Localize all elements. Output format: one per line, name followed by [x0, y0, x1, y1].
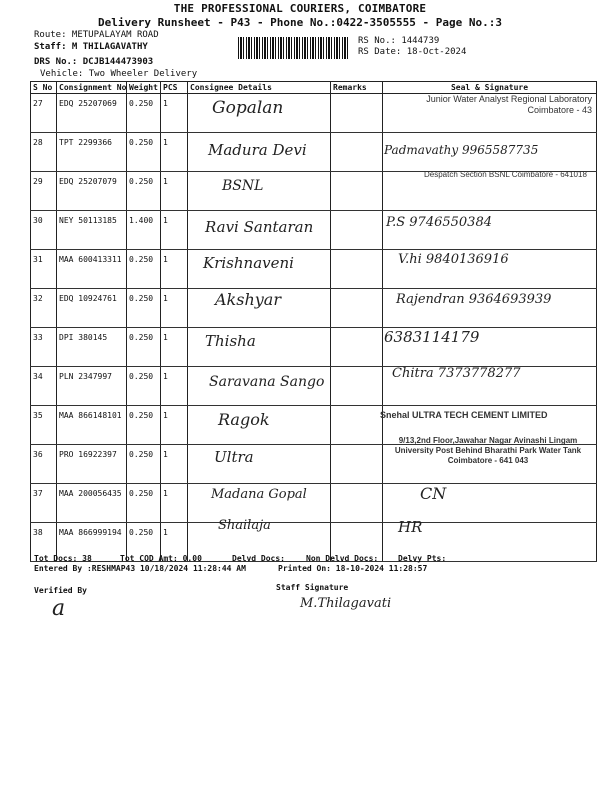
cell-consignment: PRO 16922397 [57, 445, 127, 484]
cell-consignee [188, 445, 331, 484]
page-title: THE PROFESSIONAL COURIERS, COIMBATORE [173, 2, 427, 15]
runsheet-subtitle: Delivery Runsheet - P43 - Phone No.:0422-3505555 - Page No.:3 [98, 16, 502, 29]
drs-number: DRS No.: DCJB144473903 [34, 57, 154, 67]
handwritten-consignee: Madana Gopal [211, 487, 307, 502]
seal-stamp: Junior Water Analyst Regional Laboratory Coimbatore - 43 [426, 94, 592, 115]
table-row [31, 211, 597, 250]
cell-pcs: 1 [161, 250, 188, 289]
cell-consignment: TPT 2299366 [57, 133, 127, 172]
rs-date: RS Date: 18-Oct-2024 [358, 47, 467, 57]
seal-signature: V.hi 9840136916 [398, 252, 509, 267]
verified-by-label: Verified By [34, 586, 87, 595]
table-row [31, 250, 597, 289]
cell-pcs: 1 [161, 94, 188, 133]
handwritten-consignee: Thisha [205, 332, 256, 350]
handwritten-consignee: Ravi Santaran [205, 218, 314, 236]
cell-pcs: 1 [161, 367, 188, 406]
cell-weight: 0.250 [127, 172, 161, 211]
col-sno: S No [31, 82, 57, 94]
cell-remarks [331, 445, 383, 484]
seal-stamp: Despatch Section BSNL Coimbatore - 641018 [424, 170, 587, 179]
handwritten-consignee: Akshyar [215, 290, 281, 309]
cell-pcs: 1 [161, 406, 188, 445]
rs-number: RS No.: 1444739 [358, 36, 440, 46]
cell-remarks [331, 250, 383, 289]
col-weight: Weight [127, 82, 161, 94]
handwritten-consignee: Madura Devi [208, 141, 307, 159]
cell-weight: 0.250 [127, 94, 161, 133]
cell-consignment: MAA 200056435 [57, 484, 127, 523]
seal-stamp: Snehal ULTRA TECH CEMENT LIMITED [380, 410, 548, 420]
cell-remarks [331, 484, 383, 523]
barcode [238, 37, 350, 59]
table-header-row [31, 82, 597, 94]
cell-pcs: 1 [161, 211, 188, 250]
cell-consignment: DPI 380145 [57, 328, 127, 367]
cell-weight: 0.250 [127, 367, 161, 406]
cell-weight: 0.250 [127, 445, 161, 484]
table-row [31, 328, 597, 367]
cell-sno: 30 [31, 211, 57, 250]
cell-sno: 32 [31, 289, 57, 328]
cell-pcs: 1 [161, 172, 188, 211]
cell-sno: 36 [31, 445, 57, 484]
verifier-signature: a [52, 596, 66, 621]
cell-consignment: EDQ 25207069 [57, 94, 127, 133]
cell-sno: 37 [31, 484, 57, 523]
cell-remarks [331, 367, 383, 406]
seal-signature: HR [398, 518, 423, 536]
col-consignment: Consignment No [57, 82, 127, 94]
cell-remarks [331, 289, 383, 328]
cell-consignment: PLN 2347997 [57, 367, 127, 406]
seal-stamp: 9/13,2nd Floor,Jawahar Nagar Avinashi Lingam University Post Behind Bharathi Park Water Tank Coimbatore - 641 043 [394, 436, 582, 465]
staff-signature: M.Thilagavati [300, 596, 392, 611]
cell-sno: 34 [31, 367, 57, 406]
col-pcs: PCS [161, 82, 188, 94]
handwritten-consignee: Krishnaveni [203, 254, 294, 272]
cell-consignment: MAA 866148101 [57, 406, 127, 445]
cell-weight: 1.400 [127, 211, 161, 250]
handwritten-consignee: Ragok [218, 410, 270, 429]
cell-pcs: 1 [161, 328, 188, 367]
col-seal: Seal & Signature [383, 82, 597, 94]
cell-weight: 0.250 [127, 289, 161, 328]
cell-consignment: NEY 50113185 [57, 211, 127, 250]
tot-docs: Tot Docs: 38 [34, 554, 92, 563]
cell-remarks [331, 172, 383, 211]
cell-weight: 0.250 [127, 250, 161, 289]
cell-seal [383, 484, 597, 523]
route-label: Route: METUPALAYAM ROAD [34, 30, 159, 40]
handwritten-consignee: Shailaja [218, 518, 271, 533]
cell-pcs: 1 [161, 289, 188, 328]
delvy-pts: Delvy Pts: [398, 554, 447, 563]
seal-signature: Rajendran 9364693939 [396, 292, 552, 307]
seal-signature: Padmavathy 9965587735 [384, 143, 539, 157]
cell-sno: 28 [31, 133, 57, 172]
cell-remarks [331, 94, 383, 133]
cell-remarks [331, 406, 383, 445]
seal-signature: CN [420, 484, 447, 503]
cell-consignment: MAA 600413311 [57, 250, 127, 289]
handwritten-consignee: Ultra [214, 448, 254, 466]
vehicle-label: Vehicle: Two Wheeler Delivery [40, 69, 198, 79]
cell-sno: 27 [31, 94, 57, 133]
non-delvd-docs: Non Delvd Docs: [306, 554, 379, 563]
cell-remarks [331, 133, 383, 172]
seal-signature: Chitra 7373778277 [392, 366, 521, 381]
cell-consignment: MAA 866999194 [57, 523, 127, 562]
cell-consignment: EDQ 25207079 [57, 172, 127, 211]
cell-pcs: 1 [161, 523, 188, 562]
staff-label: Staff: M THILAGAVATHY [34, 42, 148, 52]
cell-remarks [331, 328, 383, 367]
cell-weight: 0.250 [127, 406, 161, 445]
cell-pcs: 1 [161, 445, 188, 484]
cell-weight: 0.250 [127, 133, 161, 172]
seal-signature: P.S 9746550384 [386, 215, 492, 230]
handwritten-consignee: Gopalan [212, 98, 284, 118]
cell-sno: 38 [31, 523, 57, 562]
cell-sno: 31 [31, 250, 57, 289]
handwritten-consignee: Saravana Sango [209, 374, 325, 390]
cell-weight: 0.250 [127, 328, 161, 367]
cell-sno: 35 [31, 406, 57, 445]
col-remarks: Remarks [331, 82, 383, 94]
cell-weight: 0.250 [127, 484, 161, 523]
tot-cod-amt: Tot COD Amt: 0.00 [120, 554, 202, 563]
col-consignee: Consignee Details [188, 82, 331, 94]
staff-signature-label: Staff Signature [276, 583, 349, 592]
cell-pcs: 1 [161, 133, 188, 172]
cell-remarks [331, 211, 383, 250]
seal-signature: 6383114179 [384, 328, 480, 346]
cell-sno: 29 [31, 172, 57, 211]
delvd-docs: Delvd Docs: [232, 554, 285, 563]
cell-consignment: EDQ 10924761 [57, 289, 127, 328]
entered-by: Entered By :RESHMAP43 10/18/2024 11:28:44 AM [34, 564, 246, 573]
cell-weight: 0.250 [127, 523, 161, 562]
table-row [31, 484, 597, 523]
cell-pcs: 1 [161, 484, 188, 523]
printed-on: Printed On: 18-10-2024 11:28:57 [278, 564, 428, 573]
cell-sno: 33 [31, 328, 57, 367]
handwritten-consignee: BSNL [222, 178, 264, 194]
